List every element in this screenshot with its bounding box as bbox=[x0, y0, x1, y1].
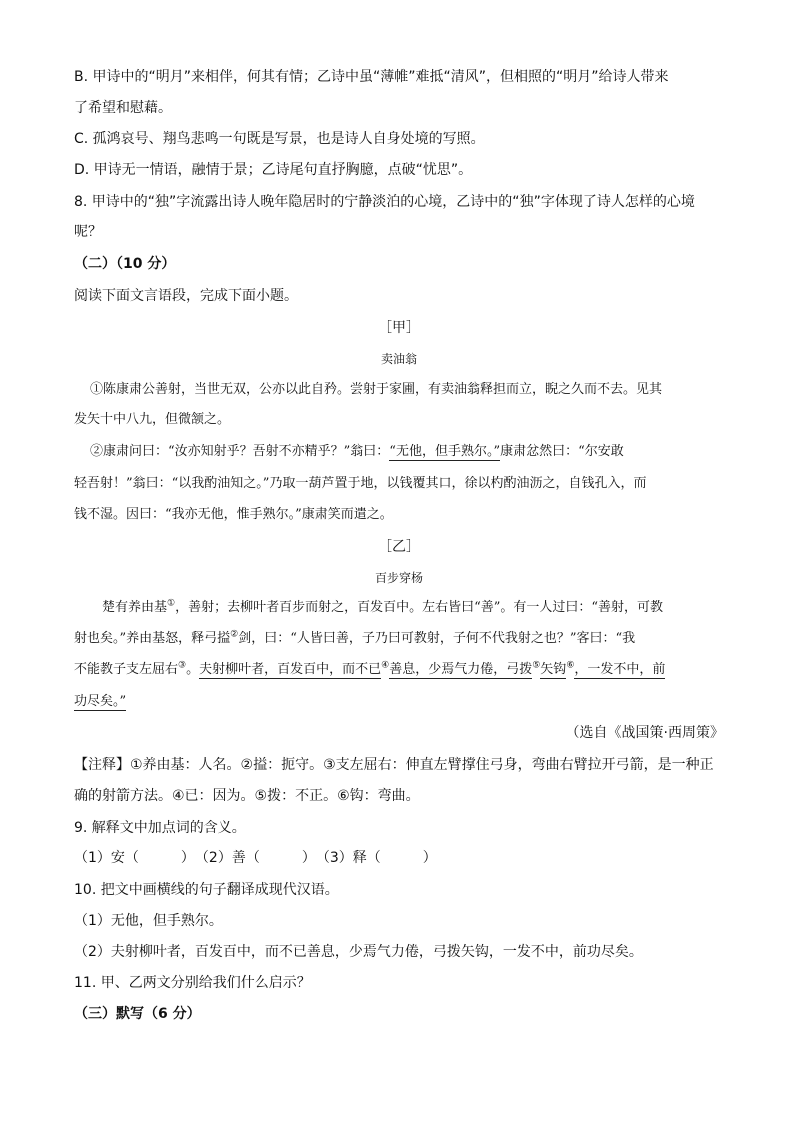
passage-yi-line4 bbox=[74, 692, 724, 712]
passage-yi-line2-text-a: 射也矣。”养由基怒，释弓搤 bbox=[74, 631, 231, 646]
underlined-sentence-2-part3: 矢钩 bbox=[540, 662, 567, 677]
underlined-sentence-2-part4: ，一发不中，前 bbox=[574, 662, 666, 677]
passage-jia-title: 卖油翁 bbox=[380, 352, 417, 366]
note-marker-4: ④ bbox=[381, 660, 390, 671]
passage-yi-line1-text-b: ，善射；去柳叶者百步而射之，百发百中。左右皆曰“善”。有一人过曰：“善射，可教 bbox=[175, 600, 664, 615]
notes-line2: 确的射箭方法。④已：因为。⑤拨：不正。⑥钩：弯曲。 bbox=[74, 788, 420, 804]
note-marker-1: ① bbox=[167, 598, 176, 609]
q7-option-d: D. 甲诗无一情语，融情于景；乙诗尾句直抒胸臆，点破“忧思”。 bbox=[74, 162, 473, 178]
passage-jia-para2-text-a: ②康肃问曰：“汝亦知射乎？吾射不亦精乎？”翁曰： bbox=[90, 444, 390, 459]
passage-yi-line2-text-b: 剑，曰：“人皆曰善，子乃曰可教射，子何不代我射之也？”客曰：“我 bbox=[238, 631, 636, 646]
section2-instruction: 阅读下面文言语段，完成下面小题。 bbox=[74, 288, 298, 304]
note-marker-2: ② bbox=[230, 629, 239, 640]
passage-yi-label: ［乙］ bbox=[378, 539, 420, 555]
q10-item2: （2）夫射柳叶者，百发百中，而不已善息，少焉气力倦，弓拨矢钩，一发不中，前功尽矣。 bbox=[74, 944, 643, 960]
passage-jia-para2-line1 bbox=[90, 442, 724, 462]
passage-yi-line3 bbox=[74, 660, 724, 680]
passage-jia-para1-line1: ①陈康肃公善射，当世无双，公亦以此自矜。尝射于家圃，有卖油翁释担而立，睨之久而不去。见其 bbox=[90, 382, 663, 397]
q10-stem: 10. 把文中画横线的句子翻译成现代汉语。 bbox=[74, 882, 339, 898]
note-marker-3: ③ bbox=[178, 660, 187, 671]
passage-source: （选自《战国策·西周策》 bbox=[565, 725, 724, 741]
q10-item1: （1）无他，但手熟尔。 bbox=[74, 913, 223, 929]
q7-option-b-line2: 了希望和慰藉。 bbox=[74, 100, 172, 116]
passage-jia-para2-text-b: 康肃忿然曰：“尔安敢 bbox=[500, 444, 624, 459]
q9-stem: 9. 解释文中加点词的含义。 bbox=[74, 820, 246, 836]
q11-stem: 11. 甲、乙两文分别给我们什么启示？ bbox=[74, 975, 311, 991]
passage-jia-label: ［甲］ bbox=[378, 320, 420, 336]
passage-jia-para2-line3: 钱不湿。因曰：“我亦无他，惟手熟尔。”康肃笑而遣之。 bbox=[74, 507, 393, 522]
q9-items: （1）安（ ） （2）善（ ） （3）释（ ） bbox=[74, 850, 437, 866]
underlined-sentence-2-part2: 善息，少焉气力倦，弓拨 bbox=[389, 662, 533, 677]
passage-yi-line1-text-a: 楚有养由基 bbox=[102, 600, 168, 615]
notes-line1: 【注释】①养由基：人名。②搤：扼守。③支左屈右：伸直左臂撑住弓身，弯曲右臂拉开弓箭，是一种正 bbox=[74, 757, 714, 773]
passage-yi-title: 百步穿杨 bbox=[374, 571, 423, 585]
underlined-sentence-2-part1: 夫射柳叶者，百发百中，而不已 bbox=[199, 662, 382, 677]
q8-stem-line1: 8. 甲诗中的“独”字流露出诗人晚年隐居时的宁静淡泊的心境，乙诗中的“独”字体现了诗人怎样的心境 bbox=[74, 194, 695, 210]
note-marker-5: ⑤ bbox=[532, 660, 541, 671]
passage-jia-para1-line2: 发矢十中八九，但微颔之。 bbox=[74, 412, 231, 427]
underlined-sentence-1: “无他，但手熟尔。” bbox=[389, 444, 501, 459]
passage-jia-para2-line2: 轻吾射！”翁曰：“以我酌油知之。”乃取一葫芦置于地，以钱覆其口，徐以杓酌油沥之，自钱孔入，而 bbox=[74, 476, 647, 491]
section2-heading: （二）（10 分） bbox=[74, 256, 176, 272]
note-marker-6: ⑥ bbox=[566, 660, 575, 671]
q8-stem-line2: 呢？ bbox=[74, 224, 102, 240]
section3-heading: （三）默写（6 分） bbox=[74, 1006, 201, 1022]
q7-option-b-line1: B. 甲诗中的“明月”来相伴，何其有情；乙诗中虽“薄帷”难抵“清风”，但相照的“明月”给诗人带来 bbox=[74, 69, 669, 85]
underlined-sentence-2-part5: 功尽矣。” bbox=[74, 694, 127, 709]
passage-yi-line1 bbox=[102, 598, 724, 618]
q7-option-c: C. 孤鸿哀号、翔鸟悲鸣一句既是写景，也是诗人自身处境的写照。 bbox=[74, 131, 485, 147]
passage-yi-line3-text-a: 不能教子支左屈右 bbox=[74, 662, 179, 677]
passage-yi-line2 bbox=[74, 629, 724, 649]
passage-yi-line3-text-b: 。 bbox=[186, 662, 200, 677]
